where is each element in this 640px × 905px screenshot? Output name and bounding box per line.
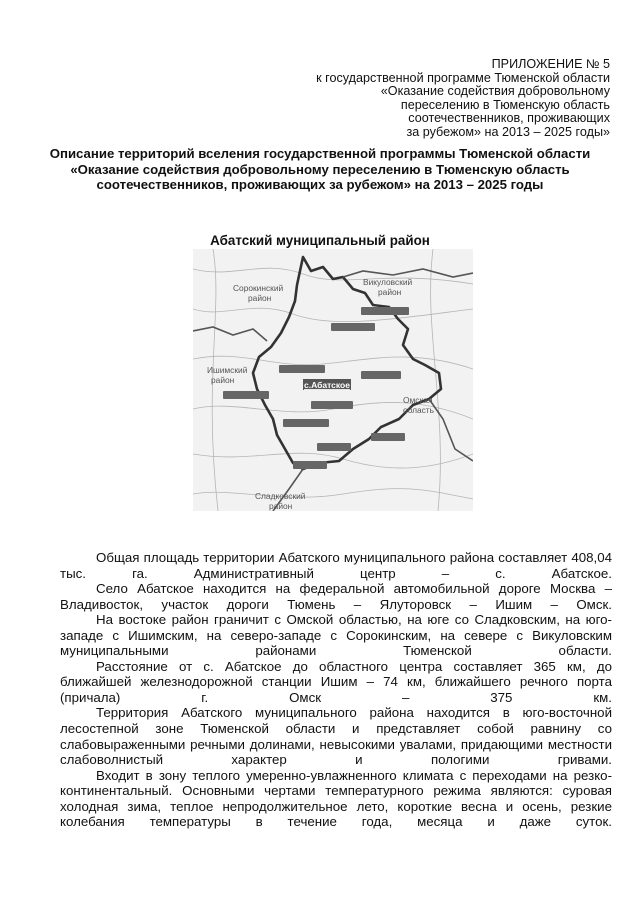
neighbor-label-omsk: Омская [403,395,433,405]
neighbor-label-sorokinsky: район [248,293,272,303]
paragraph-borders: На востоке район граничит с Омской областью, на юге со Сладковским, на юго-западе с Ишимским, на северо-западе с Сорокинским, на севере с Викуловским муниципальными районами Тюменской области. [60,612,612,659]
neighbor-label-sorokinsky: Сорокинский [233,283,284,293]
paragraph-climate: Входит в зону теплого умеренно-увлажненного климата с переходами на резко-континентальный. Основными чертами температурного режима являются: суровая холодная зима, теплое непродолжительное лето, короткие весна и осень, резкие колебания температуры в течение года, месяца и даже суток. [60,767,612,830]
settlement-marker [223,391,269,399]
settlement-marker [361,371,401,379]
neighbor-label-sladkovsky: Сладковский [255,491,306,501]
district-heading: Абатский муниципальный район [210,233,430,248]
settlement-marker [311,401,353,409]
settlement-marker [283,419,329,427]
appendix-line: соотечественников, проживающих [408,111,610,126]
center-label: с.Абатское [304,380,350,390]
settlement-marker [317,443,351,451]
neighbor-label-vikulovsky: район [378,287,402,297]
paragraph-distances: Расстояние от с. Абатское до областного центра составляет 365 км, до ближайшей железнодорожной станции Ишим – 74 км, ближайшего речного порта (причала) г. Омск – 375 км. [60,658,612,705]
settlement-marker [293,461,327,469]
district-map [193,249,473,511]
paragraph-territory: Территория Абатского муниципального района находится в юго-восточной лесостепной зоне Тюменской области и представляет собой равнину со слабовыраженными речными долинами, невысокими увалами, придающими местности слабоволнистый характер и пологими гривами. [60,705,612,768]
appendix-header [316,58,610,140]
document-title: Описание территорий вселения государственной программы Тюменской области «Оказание содействия добровольному переселению в Тюменскую область соотечественников, проживающих за рубежом» на 2013 – 2025 годы [49,146,591,193]
appendix-line: к государственной программе Тюменской области [316,70,610,85]
appendix-line: «Оказание содействия добровольному [380,84,610,99]
neighbor-label-vikulovsky: Викуловский [363,277,413,287]
paragraph-location: Село Абатское находится на федеральной автомобильной дороге Москва – Владивосток, участок дороги Тюмень – Ялуторовск – Ишим – Омск. [60,581,612,612]
settlement-marker [331,323,375,331]
settlement-marker [361,307,409,315]
appendix-line: ПРИЛОЖЕНИЕ № 5 [491,57,610,71]
description-body [60,550,612,830]
neighbor-label-ishimsky: район [211,375,235,385]
appendix-line: за рубежом» на 2013 – 2025 годы» [406,124,610,139]
paragraph-area: Общая площадь территории Абатского муниципального района составляет 408,04 тыс. га. Административный центр – с. Абатское. [60,550,612,581]
settlement-marker [279,365,325,373]
neighbor-label-ishimsky: Ишимский [207,365,248,375]
settlement-marker [371,433,405,441]
neighbor-label-omsk: область [403,405,435,415]
appendix-line: переселению в Тюменскую область [400,97,610,112]
neighbor-label-sladkovsky: район [269,501,293,511]
